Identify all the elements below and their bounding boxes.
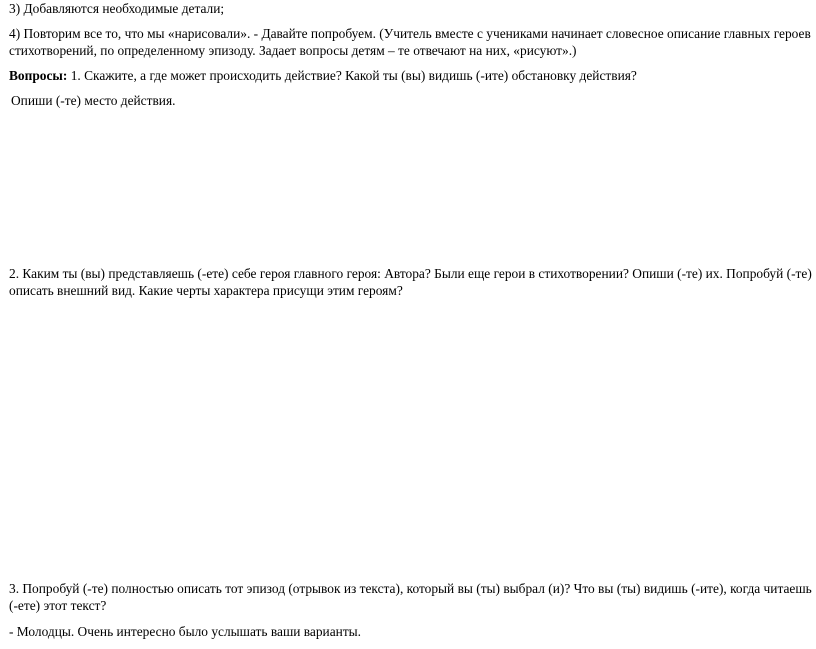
closing-text: - Молодцы. Очень интересно было услышать ваши варианты. — [9, 624, 362, 639]
question-1 — [9, 67, 812, 84]
question-2: 2. Каким ты (вы) представляешь (-ете) себе героя главного героя: Автора? Были еще герои в стихотворении? Опиши (-те) их. Попробуй (-те) описать внешний вид. Какие черты характера присущи этим героям? — [9, 266, 812, 298]
question-1-subtext: Опиши (-те) место действия. — [11, 93, 176, 108]
step-4-text: 4) Повторим все то, что мы «нарисовали». - Давайте попробуем. (Учитель вместе с учениками начинает словесное описание главных героев стихотворений, по определенному эпизоду. Задает вопросы детям – те отвечают на них, «рисуют».) — [9, 26, 811, 58]
question-3: 3. Попробуй (-те) полностью описать тот эпизод (отрывок из текста), который вы (ты) выбрал (и)? Что вы (ты) видишь (-ите), когда читаешь (-ете) этот текст? — [9, 581, 812, 613]
step-3-text: 3) Добавляются необходимые детали; — [9, 1, 225, 16]
question-1-text: 1. Скажите, а где может происходить действие? Какой ты (вы) видишь (-ите) обстановку действия? — [67, 68, 637, 83]
questions-label: Вопросы: — [9, 68, 68, 83]
